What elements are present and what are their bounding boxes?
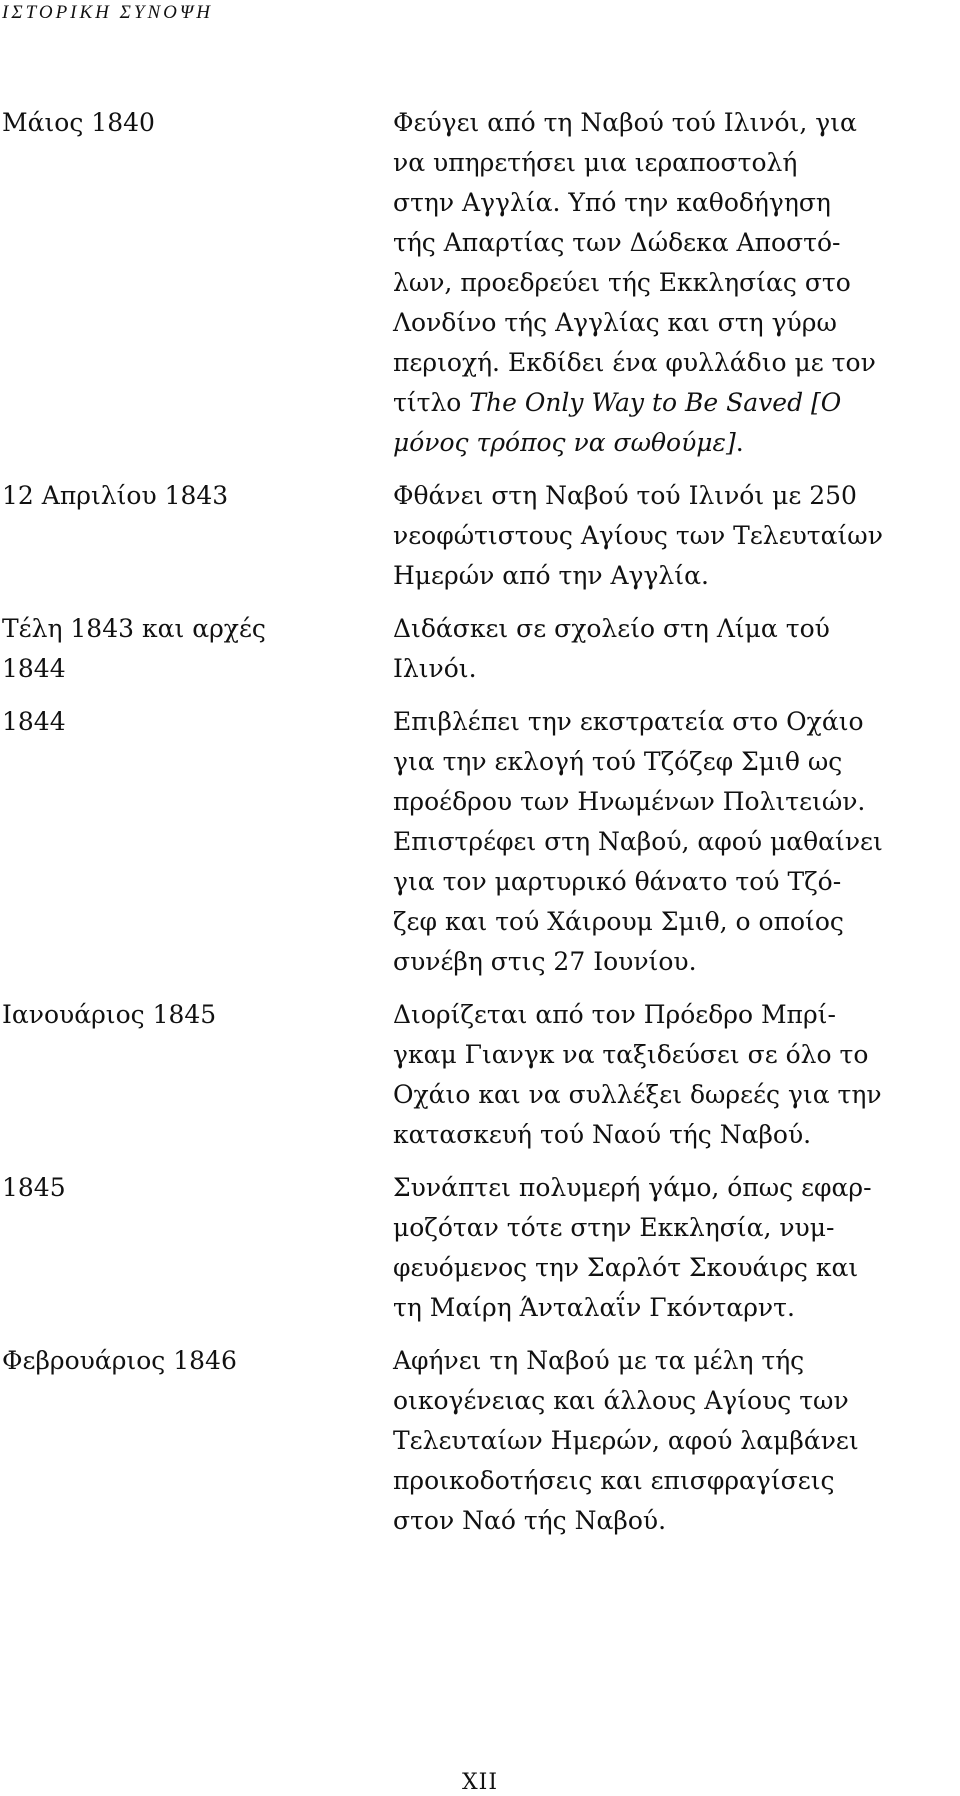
text-line: κατασκευή τού Ναού τής Ναβού. — [393, 1120, 812, 1149]
text-line: Ημερών από την Αγγλία. — [393, 561, 709, 590]
text-line: νεοφώτιστους Αγίους των Τελευταίων — [393, 521, 883, 550]
pamphlet-title: The Only Way to Be Saved [Ο — [469, 388, 842, 417]
entry-text — [393, 476, 933, 596]
entry-text — [393, 995, 933, 1155]
entry-date — [0, 609, 393, 689]
timeline-entry — [0, 1341, 960, 1541]
text-line: γκαμ Γιανγκ να ταξιδεύσει σε όλο το — [393, 1040, 869, 1069]
text-line: περιοχή. Εκδίδει ένα φυλλάδιο με τον — [393, 348, 876, 377]
title-prefix: τίτλο — [393, 388, 470, 417]
text-line: για τον μαρτυρικό θάνατο τού Τζό- — [393, 867, 842, 896]
text-line: τη Μαίρη Άνταλαΐν Γκόνταρντ. — [393, 1293, 795, 1322]
entry-date: 12 Απριλίου 1843 — [2, 481, 229, 510]
entry-text — [393, 1168, 933, 1328]
timeline-entry — [0, 609, 960, 689]
text-line: ζεφ και τού Χάιρουμ Σμιθ, ο οποίος — [393, 907, 844, 936]
text-line: για την εκλογή τού Τζόζεφ Σμιθ ως — [393, 747, 843, 776]
entry-date: Μάιος 1840 — [2, 108, 155, 137]
text-line: να υπηρετήσει μια ιεραποστολή — [393, 148, 798, 177]
timeline-entry — [0, 702, 960, 982]
text-line: Διδάσκει σε σχολείο στη Λίμα τού — [393, 614, 830, 643]
page-number: XII — [461, 1770, 499, 1795]
entry-text — [393, 702, 933, 982]
text-line — [393, 423, 933, 463]
timeline — [0, 103, 960, 1554]
text-line: τής Απαρτίας των Δώδεκα Αποστό- — [393, 228, 841, 257]
running-head: ΙΣΤΟΡΙΚΗ ΣΥΝΟΨΗ — [2, 2, 213, 23]
title-suffix: . — [735, 428, 744, 457]
text-line: λων, προεδρεύει τής Εκκλησίας στο — [393, 268, 851, 297]
entry-text — [393, 609, 933, 689]
timeline-entry — [0, 103, 960, 463]
text-line: μοζόταν τότε στην Εκκλησία, νυμ- — [393, 1213, 835, 1242]
timeline-entry — [0, 995, 960, 1155]
entry-text — [393, 103, 933, 463]
text-line: Διορίζεται από τον Πρόεδρο Μπρί- — [393, 1000, 836, 1029]
entry-date: 1844 — [2, 707, 66, 736]
entry-date: Φεβρουάριος 1846 — [2, 1346, 237, 1375]
entry-date: Ιανουάριος 1845 — [2, 1000, 217, 1029]
text-line: Αφήνει τη Ναβού με τα μέλη τής — [393, 1346, 805, 1375]
text-line: Ιλινόι. — [393, 654, 477, 683]
text-line: Επιβλέπει την εκστρατεία στο Οχάιο — [393, 707, 864, 736]
text-line — [393, 383, 933, 423]
date-line: 1844 — [2, 654, 66, 683]
text-line: Τελευταίων Ημερών, αφού λαμβάνει — [393, 1426, 859, 1455]
text-line: στην Αγγλία. Υπό την καθοδήγηση — [393, 188, 831, 217]
text-line: οικογένειας και άλλους Αγίους των — [393, 1386, 849, 1415]
entry-date: 1845 — [2, 1173, 66, 1202]
text-line: Επιστρέφει στη Ναβού, αφού μαθαίνει — [393, 827, 883, 856]
date-line: Τέλη 1843 και αρχές — [2, 614, 266, 643]
text-line: συνέβη στις 27 Ιουνίου. — [393, 947, 697, 976]
text-line: Φεύγει από τη Ναβού τού Ιλινόι, για — [393, 108, 857, 137]
text-line: Συνάπτει πολυμερή γάμο, όπως εφαρ- — [393, 1173, 872, 1202]
text-line: Φθάνει στη Ναβού τού Ιλινόι με 250 — [393, 481, 857, 510]
timeline-entry — [0, 1168, 960, 1328]
text-line: Οχάιο και να συλλέξει δωρεές για την — [393, 1080, 882, 1109]
text-line: προέδρου των Ηνωμένων Πολιτειών. — [393, 787, 866, 816]
text-line: προικοδοτήσεις και επισφραγίσεις — [393, 1466, 835, 1495]
text-line: στον Ναό τής Ναβού. — [393, 1506, 667, 1535]
timeline-entry — [0, 476, 960, 596]
text-line: φευόμενος την Σαρλότ Σκουάιρς και — [393, 1253, 859, 1282]
pamphlet-title-translation: μόνος τρόπος να σωθούμε] — [393, 428, 736, 457]
entry-text — [393, 1341, 933, 1541]
text-line: Λονδίνο τής Αγγλίας και στη γύρω — [393, 308, 837, 337]
